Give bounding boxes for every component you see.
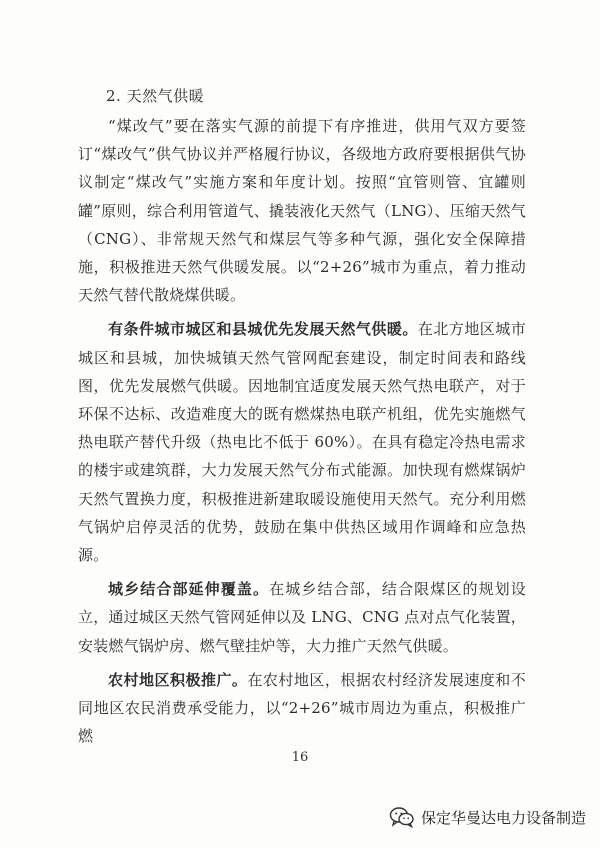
paragraph-text: 在城乡结合部，结合限煤区的规划设立，通过城区天然气管网延伸以及 LNG、CNG 点对点气化装置，安装燃气锅炉房、燃气壁挂炉等，大力推广天然气供暖。 (78, 580, 526, 655)
paragraph-lead: 城乡结合部延伸覆盖。 (108, 580, 270, 599)
paragraph (78, 666, 526, 751)
section-heading: 2. 天然气供暖 (106, 87, 205, 105)
paragraph-lead: 农村地区积极推广。 (108, 670, 248, 689)
paragraph-text: “煤改气”要在落实气源的前提下有序推进，供用气双方要签订“煤改气”供气协议并严格履行协议，各级地方政府要根据供气协议制定“煤改气”实施方案和年度计划。按照“宜管则管、宜罐则罐”原则，综合利用管道气、撬装液化天然气（LNG）、压缩天然气（CNG）、非常规天然气和煤层气等多种气源，强化安全保障措施，积极推进天然气供暖发展。以“2+26”城市为重点，着力推动天然气替代散烧煤供暖。 (78, 117, 526, 305)
paragraph-text: 在北方地区城市城区和县城，加快城镇天然气管网配套建设，制定时间表和路线图，优先发展燃气供暖。因地制宜适度发展天然气热电联产，对于环保不达标、改造难度大的既有燃煤热电联产机组，优先实施燃气热电联产替代升级（热电比不低于 60%）。在具有稳定冷热电需求的楼宇或建筑群，大力发展天然气分布式能源。加快现有燃煤锅炉天然气置换力度，积极推进新建取暖设施使用天然气。充分利用燃气锅炉启停灵活的优势，鼓励在集中供热区域用作调峰和应急热源。 (78, 320, 526, 565)
paragraph (78, 575, 526, 660)
wechat-icon (389, 806, 415, 828)
paragraph-text: 在农村地区，根据农村经济发展速度和不同地区农民消费承受能力，以“2+26”城市周边为重点，积极推广燃 (78, 670, 526, 746)
page-body (78, 82, 526, 756)
paragraph (78, 315, 526, 569)
paragraph (78, 112, 526, 309)
watermark-text: 保定华曼达电力设备制造 (420, 808, 586, 827)
watermark (389, 804, 586, 830)
paragraph-lead: 有条件城市城区和县城优先发展天然气供暖。 (108, 320, 418, 339)
page-number: 16 (291, 750, 309, 765)
